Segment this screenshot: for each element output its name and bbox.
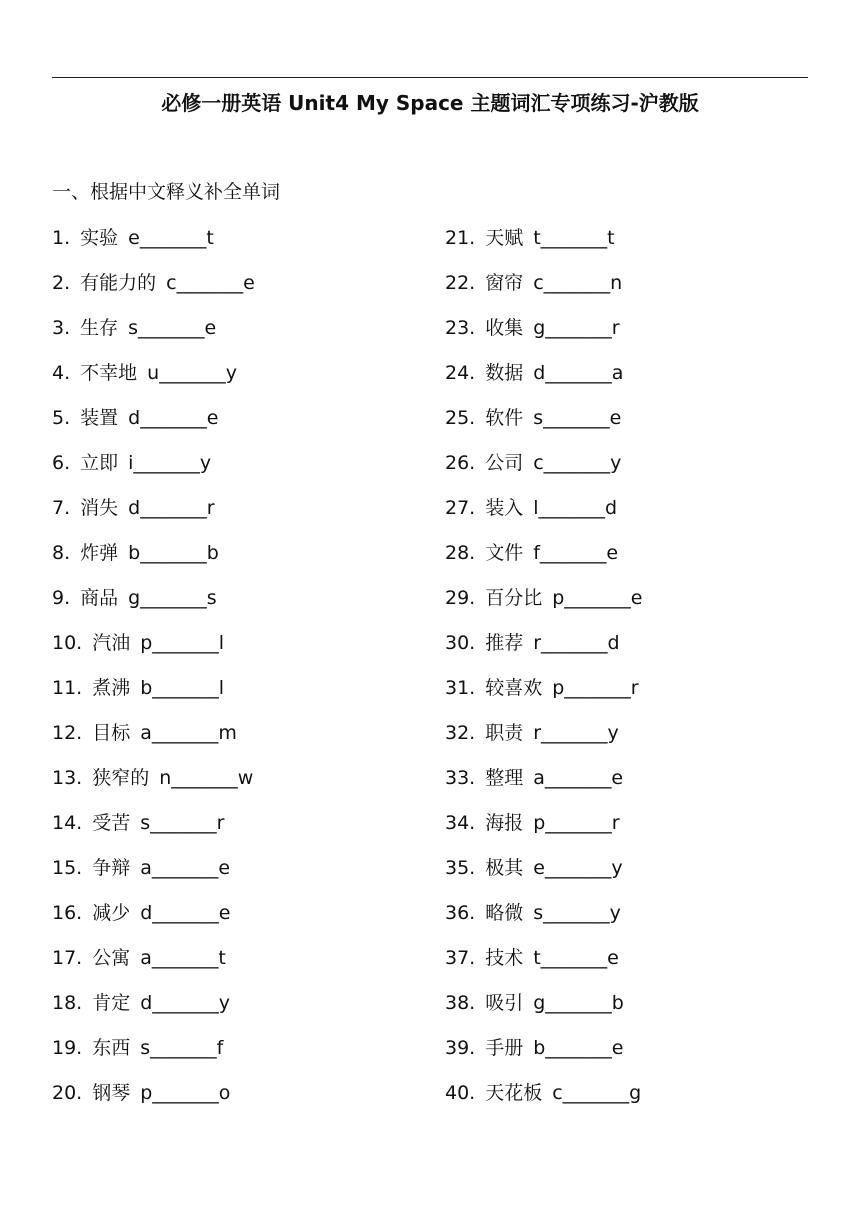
exercise-item <box>445 987 825 1032</box>
item-chinese: 推荐 <box>485 632 524 654</box>
exercise-item <box>52 1032 432 1077</box>
exercise-item <box>52 897 432 942</box>
item-number: 40. <box>445 1082 476 1104</box>
item-number: 4. <box>52 362 71 384</box>
item-number: 2. <box>52 272 71 294</box>
item-blank: c_______g <box>552 1082 642 1104</box>
item-chinese: 炸弹 <box>80 542 119 564</box>
exercise-item <box>445 492 825 537</box>
item-number: 37. <box>445 947 476 969</box>
item-blank: a_______e <box>140 857 231 879</box>
exercise-item <box>52 717 432 762</box>
item-number: 14. <box>52 812 83 834</box>
item-chinese: 整理 <box>485 767 524 789</box>
exercise-item <box>52 852 432 897</box>
item-blank: s_______f <box>140 1037 224 1059</box>
item-chinese: 立即 <box>80 452 119 474</box>
header-rule <box>52 77 808 78</box>
exercise-item <box>52 807 432 852</box>
item-blank: e_______y <box>533 857 623 879</box>
exercise-item <box>445 717 825 762</box>
item-chinese: 公寓 <box>92 947 131 969</box>
item-number: 38. <box>445 992 476 1014</box>
item-blank: d_______e <box>140 902 231 924</box>
exercise-item <box>445 627 825 672</box>
exercise-item <box>52 627 432 672</box>
exercise-item <box>52 762 432 807</box>
item-blank: d_______e <box>128 407 219 429</box>
item-chinese: 天花板 <box>485 1082 543 1104</box>
item-number: 17. <box>52 947 83 969</box>
page-title: 必修一册英语 Unit4 My Space 主题词汇专项练习-沪教版 <box>161 91 699 115</box>
item-number: 33. <box>445 767 476 789</box>
item-blank: s_______e <box>128 317 217 339</box>
exercise-item <box>445 1032 825 1077</box>
item-number: 26. <box>445 452 476 474</box>
exercise-item <box>445 312 825 357</box>
item-blank: i_______y <box>128 452 212 474</box>
exercise-item <box>445 942 825 987</box>
item-chinese: 减少 <box>92 902 131 924</box>
item-chinese: 目标 <box>92 722 131 744</box>
exercise-item <box>445 762 825 807</box>
item-blank: p_______e <box>552 587 643 609</box>
item-chinese: 较喜欢 <box>485 677 543 699</box>
item-chinese: 狭窄的 <box>92 767 150 789</box>
exercise-item <box>52 672 432 717</box>
item-blank: r_______d <box>533 632 620 654</box>
item-blank: t_______t <box>533 227 615 249</box>
item-number: 31. <box>445 677 476 699</box>
item-chinese: 技术 <box>485 947 524 969</box>
item-number: 15. <box>52 857 83 879</box>
exercise-item <box>52 942 432 987</box>
item-number: 22. <box>445 272 476 294</box>
exercise-item <box>52 1077 432 1122</box>
item-blank: r_______y <box>533 722 619 744</box>
item-number: 35. <box>445 857 476 879</box>
item-blank: p_______o <box>140 1082 231 1104</box>
item-number: 29. <box>445 587 476 609</box>
item-blank: g_______r <box>533 317 620 339</box>
item-number: 10. <box>52 632 83 654</box>
item-number: 20. <box>52 1082 83 1104</box>
item-number: 8. <box>52 542 71 564</box>
item-number: 21. <box>445 227 476 249</box>
item-number: 5. <box>52 407 71 429</box>
section-heading: 一、根据中文释义补全单词 <box>52 181 281 203</box>
item-blank: n_______w <box>159 767 254 789</box>
exercise-item <box>445 897 825 942</box>
item-blank: p_______l <box>140 632 225 654</box>
item-chinese: 公司 <box>485 452 524 474</box>
item-number: 13. <box>52 767 83 789</box>
item-number: 1. <box>52 227 71 249</box>
item-blank: s_______y <box>533 902 621 924</box>
exercise-item <box>445 807 825 852</box>
exercise-item <box>445 267 825 312</box>
item-blank: f_______e <box>533 542 619 564</box>
item-chinese: 汽油 <box>92 632 131 654</box>
item-chinese: 受苦 <box>92 812 131 834</box>
item-blank: a_______t <box>140 947 226 969</box>
exercise-item <box>52 312 432 357</box>
item-number: 27. <box>445 497 476 519</box>
item-blank: s_______r <box>140 812 225 834</box>
exercise-item <box>445 447 825 492</box>
exercise-item <box>52 537 432 582</box>
item-number: 24. <box>445 362 476 384</box>
exercise-item <box>445 537 825 582</box>
item-number: 19. <box>52 1037 83 1059</box>
exercise-item <box>52 222 432 267</box>
item-chinese: 肯定 <box>92 992 131 1014</box>
item-blank: c_______n <box>533 272 623 294</box>
item-number: 9. <box>52 587 71 609</box>
item-chinese: 文件 <box>485 542 524 564</box>
item-chinese: 有能力的 <box>80 272 157 294</box>
item-chinese: 装入 <box>485 497 524 519</box>
item-number: 34. <box>445 812 476 834</box>
item-number: 28. <box>445 542 476 564</box>
item-number: 18. <box>52 992 83 1014</box>
exercise-item <box>445 1077 825 1122</box>
item-blank: b_______e <box>533 1037 624 1059</box>
exercise-item <box>52 402 432 447</box>
exercise-item <box>52 357 432 402</box>
item-chinese: 收集 <box>485 317 524 339</box>
item-blank: d_______a <box>533 362 624 384</box>
item-number: 23. <box>445 317 476 339</box>
exercise-item <box>445 222 825 267</box>
item-blank: u_______y <box>147 362 237 384</box>
item-chinese: 百分比 <box>485 587 543 609</box>
exercise-column-left <box>52 222 432 1122</box>
item-chinese: 生存 <box>80 317 119 339</box>
item-number: 39. <box>445 1037 476 1059</box>
exercise-item <box>52 492 432 537</box>
item-chinese: 不幸地 <box>80 362 138 384</box>
item-chinese: 实验 <box>80 227 119 249</box>
item-number: 12. <box>52 722 83 744</box>
exercise-item <box>445 402 825 447</box>
item-chinese: 争辩 <box>92 857 131 879</box>
item-blank: b_______b <box>128 542 219 564</box>
item-chinese: 天赋 <box>485 227 524 249</box>
exercise-item <box>52 267 432 312</box>
exercise-item <box>445 672 825 717</box>
item-chinese: 商品 <box>80 587 119 609</box>
exercise-item <box>445 357 825 402</box>
item-number: 30. <box>445 632 476 654</box>
item-blank: d_______r <box>128 497 215 519</box>
item-number: 36. <box>445 902 476 924</box>
item-blank: p_______r <box>552 677 639 699</box>
item-number: 6. <box>52 452 71 474</box>
item-blank: s_______e <box>533 407 622 429</box>
item-chinese: 略微 <box>485 902 524 924</box>
item-blank: g_______b <box>533 992 624 1014</box>
item-blank: b_______l <box>140 677 225 699</box>
item-blank: d_______y <box>140 992 231 1014</box>
item-number: 32. <box>445 722 476 744</box>
item-chinese: 消失 <box>80 497 119 519</box>
item-blank: g_______s <box>128 587 217 609</box>
item-chinese: 煮沸 <box>92 677 131 699</box>
item-blank: c_______e <box>166 272 255 294</box>
item-chinese: 装置 <box>80 407 119 429</box>
item-chinese: 手册 <box>485 1037 524 1059</box>
item-blank: p_______r <box>533 812 620 834</box>
item-blank: l_______d <box>533 497 618 519</box>
item-chinese: 职责 <box>485 722 524 744</box>
item-blank: c_______y <box>533 452 622 474</box>
item-blank: t_______e <box>533 947 619 969</box>
item-chinese: 东西 <box>92 1037 131 1059</box>
item-chinese: 钢琴 <box>92 1082 131 1104</box>
item-chinese: 吸引 <box>485 992 524 1014</box>
item-number: 7. <box>52 497 71 519</box>
item-chinese: 数据 <box>485 362 524 384</box>
item-chinese: 软件 <box>485 407 524 429</box>
item-number: 25. <box>445 407 476 429</box>
item-number: 11. <box>52 677 83 699</box>
exercise-item <box>52 987 432 1032</box>
exercise-item <box>52 447 432 492</box>
item-number: 16. <box>52 902 83 924</box>
item-blank: a_______e <box>533 767 624 789</box>
exercise-item <box>52 582 432 627</box>
item-blank: e_______t <box>128 227 214 249</box>
item-chinese: 窗帘 <box>485 272 524 294</box>
item-blank: a_______m <box>140 722 237 744</box>
item-chinese: 极其 <box>485 857 524 879</box>
exercise-column-right <box>445 222 825 1122</box>
exercise-item <box>445 852 825 897</box>
item-number: 3. <box>52 317 71 339</box>
exercise-item <box>445 582 825 627</box>
item-chinese: 海报 <box>485 812 524 834</box>
